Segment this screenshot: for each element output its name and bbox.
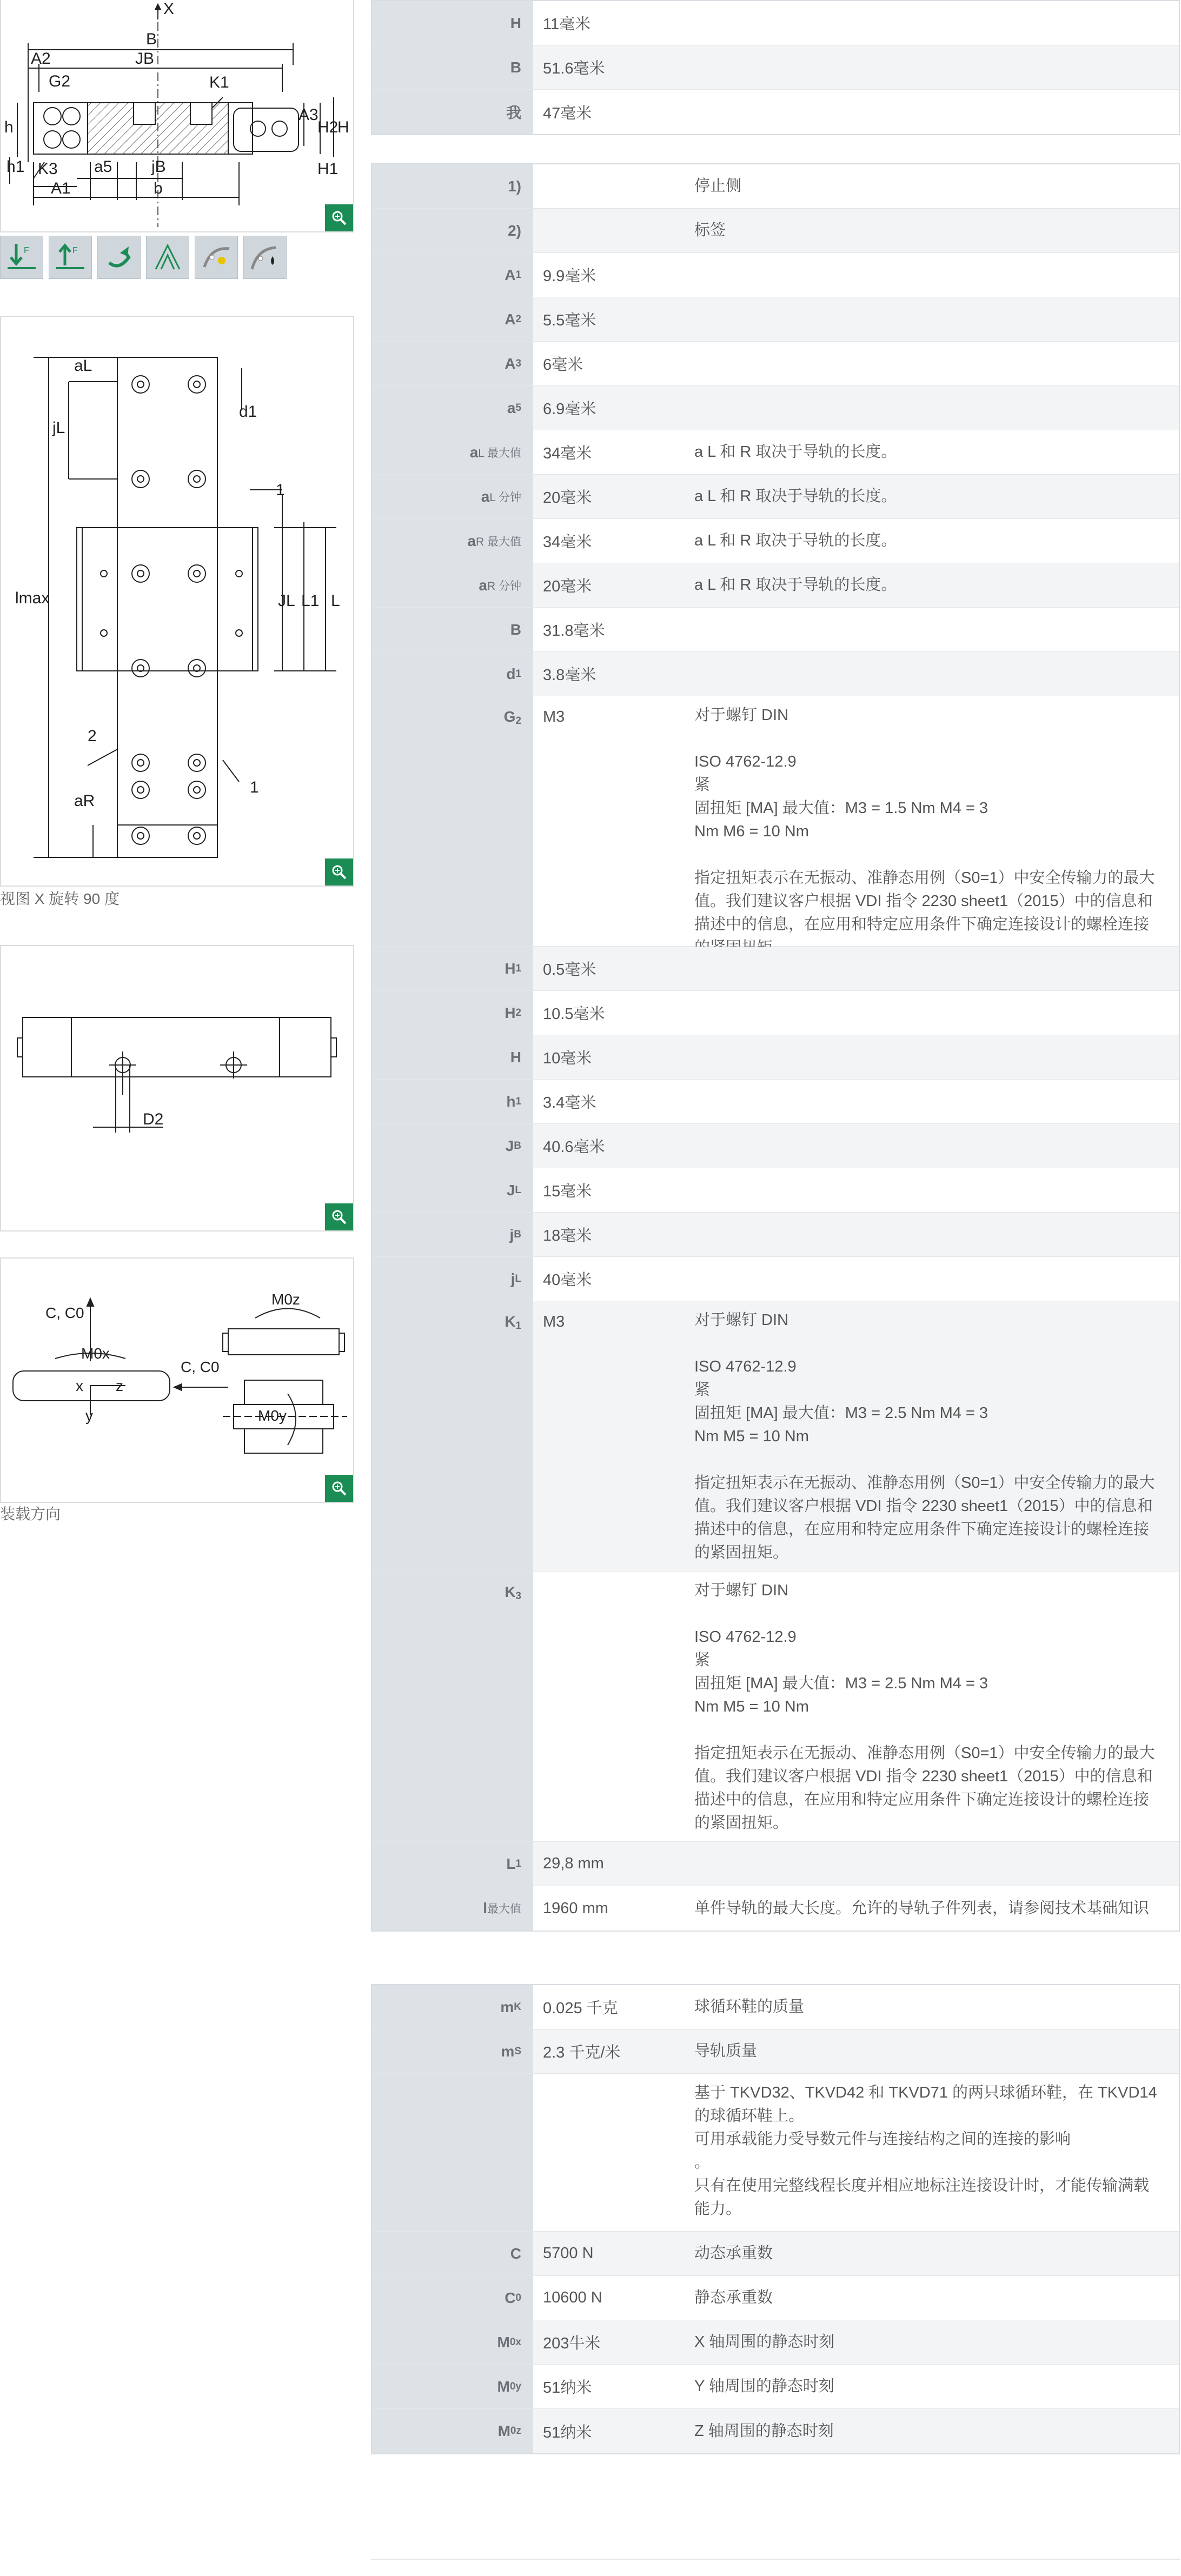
row-label: M 0z bbox=[372, 2409, 533, 2453]
fig1-label: H bbox=[337, 118, 349, 136]
table-row bbox=[372, 947, 1179, 991]
row-label: j B bbox=[372, 1213, 533, 1256]
row-value: 10毫米 bbox=[533, 1035, 694, 1079]
fig4-label: C, C0 bbox=[45, 1304, 84, 1321]
row-value: 20毫米 bbox=[533, 563, 694, 607]
row-value: 11毫米 bbox=[543, 16, 591, 33]
force-down-icon[interactable] bbox=[0, 236, 43, 279]
row-desc: Z 轴周围的静态时刻 bbox=[694, 2409, 1179, 2453]
row-desc: X 轴周围的静态时刻 bbox=[694, 2320, 1179, 2364]
load-direction-svg bbox=[1, 1259, 354, 1503]
mounting-hole bbox=[194, 381, 200, 388]
mounting-hole bbox=[137, 760, 144, 766]
row-value: 51.6毫米 bbox=[533, 45, 694, 89]
table-row bbox=[372, 563, 1179, 608]
row-value: 3.4毫米 bbox=[543, 1094, 596, 1111]
magnifier-icon bbox=[331, 864, 347, 880]
load-direction-drawing bbox=[0, 1257, 354, 1503]
fig1-label: h bbox=[4, 118, 14, 136]
fig1-label: A2 bbox=[31, 50, 51, 68]
lubrication-icon[interactable] bbox=[195, 236, 238, 279]
table-row bbox=[372, 991, 1179, 1035]
mounting-hole bbox=[236, 630, 242, 636]
zoom-button[interactable] bbox=[325, 1475, 353, 1502]
row-label: a R 最大值 bbox=[372, 519, 533, 563]
mounting-hole bbox=[101, 630, 107, 636]
row-value bbox=[533, 1572, 694, 1841]
mounting-hole bbox=[194, 476, 200, 482]
row-value: 34毫米 bbox=[543, 445, 592, 462]
fig2-label: jL bbox=[52, 419, 65, 437]
row-label: a L 最大值 bbox=[372, 430, 533, 474]
top-view-svg bbox=[1, 317, 354, 887]
side-view-svg bbox=[1, 946, 354, 1232]
svg-text:F: F bbox=[24, 246, 29, 255]
row-value: M3 bbox=[543, 708, 565, 725]
fig1-label: H1 bbox=[317, 160, 339, 178]
table-row bbox=[372, 2320, 1179, 2365]
row-value: 40毫米 bbox=[543, 1272, 592, 1289]
mounting-hole bbox=[137, 381, 144, 388]
mounting-hole bbox=[188, 754, 205, 771]
row-value: 0.5毫米 bbox=[533, 947, 694, 990]
row-label: J B bbox=[372, 1124, 533, 1168]
fig1-label: B bbox=[146, 30, 157, 48]
mounting-hole bbox=[132, 376, 149, 393]
row-value: 20毫米 bbox=[533, 475, 694, 518]
fig2-label: lmax bbox=[15, 589, 50, 607]
mounting-hole bbox=[132, 754, 149, 771]
zoom-button[interactable] bbox=[325, 858, 353, 886]
fig1-label: A3 bbox=[298, 106, 319, 124]
table-row bbox=[372, 1301, 1179, 1572]
table-row bbox=[372, 1080, 1179, 1124]
fig2-label: 1 bbox=[276, 481, 285, 499]
mounting-hole bbox=[132, 565, 149, 582]
mounting-hole bbox=[194, 787, 200, 793]
row-desc: 停止侧 bbox=[694, 177, 742, 195]
fig2-label: aR bbox=[74, 792, 95, 810]
row-desc: 球循环鞋的质量 bbox=[694, 1998, 805, 2015]
table-row bbox=[372, 2409, 1179, 2453]
mounting-hole bbox=[188, 781, 205, 798]
row-value: 10.5毫米 bbox=[543, 1006, 605, 1023]
mounting-hole bbox=[194, 760, 200, 766]
row-label: A 2 bbox=[372, 297, 533, 341]
table-row bbox=[372, 652, 1179, 696]
mounting-hole bbox=[137, 570, 144, 577]
page-divider bbox=[371, 2559, 1180, 2560]
row-label: H 1 bbox=[372, 947, 533, 990]
row-value: 15毫米 bbox=[543, 1183, 592, 1200]
table-row bbox=[372, 2232, 1179, 2276]
mounting-hole bbox=[132, 827, 149, 844]
mounting-hole bbox=[132, 660, 149, 677]
magnifier-icon bbox=[331, 1209, 347, 1225]
fig2-label: L1 bbox=[301, 592, 320, 610]
row-label: $K_3$ bbox=[372, 1572, 533, 1841]
fig2-label: JL bbox=[278, 592, 295, 610]
row-value: 6.9毫米 bbox=[533, 386, 694, 430]
table-row bbox=[372, 1886, 1179, 1931]
detail-table bbox=[371, 163, 1180, 1932]
table-row bbox=[372, 386, 1179, 430]
row-value: 18毫米 bbox=[533, 1213, 694, 1256]
table-row bbox=[372, 164, 1179, 209]
row-value: 10600 N bbox=[543, 2289, 602, 2306]
zoom-button[interactable] bbox=[325, 204, 353, 231]
load-capacity-table bbox=[371, 1984, 1180, 2454]
table-row bbox=[372, 90, 1179, 134]
fig4-label: C, C0 bbox=[181, 1359, 220, 1375]
row-value: 5700 N bbox=[533, 2232, 694, 2275]
table-row bbox=[372, 1257, 1179, 1301]
magnifier-icon bbox=[331, 210, 347, 226]
table-row bbox=[372, 1985, 1179, 2029]
row-desc: a L 和 R 取决于导轨的长度。 bbox=[694, 563, 1179, 607]
mounting-hole bbox=[188, 827, 205, 844]
rotation-icon[interactable] bbox=[97, 236, 141, 279]
row-label: B bbox=[372, 45, 533, 89]
fig1-label: A1 bbox=[51, 179, 71, 197]
magnifier-icon bbox=[331, 1480, 347, 1496]
row-value: 1960 mm bbox=[543, 1899, 608, 1917]
row-value: 203牛米 bbox=[533, 2320, 694, 2364]
fig4-label: M0y bbox=[258, 1407, 287, 1424]
row-label: 我 bbox=[372, 90, 533, 134]
row-desc: 对于螺钉 DIN ISO 4762-12.9 紧 固扭矩 [MA] 最大值：M3 = 1.5 Nm M4 = 3 Nm M6 = 10 Nm 指定扭矩表示在无振动、准静态用例（S0=1）中安全传输力的最大值。我们建议客户根据 VDI 指令 2230 sheet1（2015）中的信息和描述中的信息，在应用和特定应用条件下确定连接设计的螺栓连接 bbox=[694, 707, 1155, 933]
row-desc: 导轨质量 bbox=[694, 2029, 1179, 2073]
table-row bbox=[372, 1035, 1179, 1080]
table-row bbox=[372, 1842, 1179, 1886]
table-row bbox=[372, 45, 1179, 90]
row-value: 51纳米 bbox=[543, 2379, 592, 2397]
row-desc: Y 轴周围的静态时刻 bbox=[694, 2378, 834, 2395]
row-label: j L bbox=[372, 1257, 533, 1301]
table-row bbox=[372, 608, 1179, 652]
row-value: 40.6毫米 bbox=[533, 1124, 694, 1168]
mounting-hole bbox=[188, 565, 205, 582]
row-label: H bbox=[372, 1035, 533, 1079]
row-label: m S bbox=[372, 2029, 533, 2073]
row-value: 3.8毫米 bbox=[533, 652, 694, 696]
row-desc: 单件导轨的最大长度。允许的导轨子件列表，请参阅技术基础知识 bbox=[694, 1899, 1150, 1917]
row-desc: 动态承重数 bbox=[694, 2232, 1179, 2275]
table-row bbox=[372, 253, 1179, 297]
row-label: d 1 bbox=[372, 652, 533, 696]
table-row bbox=[372, 696, 1179, 947]
row-label: a L 分钟 bbox=[372, 475, 533, 518]
fig1-label: K1 bbox=[209, 74, 229, 91]
row-desc: a L 和 R 取决于导轨的长度。 bbox=[694, 475, 1179, 518]
fig2-label: 2 bbox=[88, 727, 97, 745]
table-row bbox=[372, 1213, 1179, 1257]
fig1-label: G2 bbox=[49, 72, 71, 90]
table-row bbox=[372, 2276, 1179, 2320]
fig1-label: JB bbox=[135, 50, 155, 68]
fig2-label: d1 bbox=[239, 403, 257, 421]
row-label: H 2 bbox=[372, 991, 533, 1035]
fig2-label: L bbox=[331, 592, 340, 610]
row-value: 2.3 千克/米 bbox=[533, 2029, 694, 2073]
row-label: M 0y bbox=[372, 2365, 533, 2408]
mounting-hole bbox=[188, 660, 205, 677]
row-label: J L bbox=[372, 1168, 533, 1212]
row-label: l 最大值 bbox=[372, 1886, 533, 1931]
fig4-label: z bbox=[116, 1377, 123, 1394]
table-row bbox=[372, 1168, 1179, 1213]
side-view-drawing bbox=[0, 945, 354, 1232]
table-row bbox=[372, 430, 1179, 475]
table-row bbox=[372, 209, 1179, 253]
cross-section-drawing bbox=[0, 0, 354, 232]
mounting-hole bbox=[194, 833, 200, 839]
fig4-label: y bbox=[85, 1407, 93, 1424]
figure-caption: 视图 X 旋转 90 度 bbox=[0, 890, 120, 907]
table-row bbox=[372, 2365, 1179, 2409]
row-label: h 1 bbox=[372, 1080, 533, 1123]
row-label: a 5 bbox=[372, 386, 533, 430]
fig1-label: jB bbox=[151, 158, 166, 176]
row-value: 31.8毫米 bbox=[543, 622, 605, 640]
row-value: 5.5毫米 bbox=[533, 297, 694, 341]
mounting-hole bbox=[236, 570, 242, 577]
row-label: 2) bbox=[372, 209, 533, 252]
row-value: 51纳米 bbox=[533, 2409, 694, 2453]
row-value: 34毫米 bbox=[543, 534, 592, 551]
table-row bbox=[372, 1124, 1179, 1168]
fig1-label: b bbox=[154, 179, 163, 197]
mounting-hole bbox=[101, 570, 107, 577]
row-desc: a L 和 R 取决于导轨的长度。 bbox=[694, 532, 897, 549]
row-desc: 标签 bbox=[694, 209, 1179, 252]
mounting-hole bbox=[188, 376, 205, 393]
table-row bbox=[372, 519, 1179, 563]
fig1-label: a5 bbox=[94, 158, 112, 176]
mounting-hole bbox=[137, 476, 144, 482]
row-label: A 1 bbox=[372, 253, 533, 297]
row-label: H bbox=[372, 1, 533, 45]
svg-text:F: F bbox=[72, 246, 78, 255]
fig2-label: 1 bbox=[250, 778, 259, 796]
row-label: a R 分钟 bbox=[372, 563, 533, 607]
zoom-button[interactable] bbox=[325, 1203, 353, 1230]
row-value: 47毫米 bbox=[543, 104, 592, 122]
row-desc: 静态承重数 bbox=[694, 2289, 773, 2306]
fig3-label: D2 bbox=[143, 1110, 164, 1128]
fig1-label: H2 bbox=[317, 118, 339, 136]
row-label: $K_1$ bbox=[372, 1301, 533, 1571]
table-row bbox=[372, 2074, 1179, 2232]
row-label: L 1 bbox=[372, 1842, 533, 1886]
table-row bbox=[372, 2029, 1179, 2074]
row-label: A 3 bbox=[372, 342, 533, 385]
fig1-label: h1 bbox=[6, 158, 25, 176]
row-desc: 对于螺钉 DIN ISO 4762-12.9 紧 固扭矩 [MA] 最大值：M3 = 2.5 Nm M4 = 3 Nm M5 = 10 Nm 指定扭矩表示在无振动、准静态用例（S0=1）中安全传输力的最大值。我们建议客户根据 VDI 指令 2230 sheet1（2015）中的信息和描述中的信息，在应用和特定应用条件下确定连接设计的螺栓连接的紧固扭矩。 bbox=[694, 1582, 1155, 1832]
row-label: C 0 bbox=[372, 2276, 533, 2320]
table-row bbox=[372, 1572, 1179, 1842]
fig2-label: aL bbox=[74, 357, 92, 375]
mounting-hole bbox=[194, 570, 200, 577]
top-view-drawing bbox=[0, 316, 354, 887]
row-value: M3 bbox=[533, 1301, 694, 1571]
row-label: B bbox=[372, 608, 533, 651]
row-label: C bbox=[372, 2232, 533, 2275]
force-up-icon[interactable] bbox=[49, 236, 92, 279]
row-desc: 基于 TKVD32、TKVD42 和 TKVD71 的两只球循环鞋，在 TKVD14 的球循环鞋上。 可用承载能力受导数元件与连接结构之间的连接的影响 。 只有在使用完整线程长度并相应地标注连接设计时，才能传输满载能力。 bbox=[694, 2084, 1157, 2218]
row-label: M 0x bbox=[372, 2320, 533, 2364]
mounting-hole bbox=[137, 833, 144, 839]
row-desc: 对于螺钉 DIN ISO 4762-12.9 紧 固扭矩 [MA] 最大值：M3 = 2.5 Nm M4 = 3 Nm M5 = 10 Nm 指定扭矩表示在无振动、准静态用例（S0=1）中安全传输力的最大值。我们建议客户根据 VDI 指令 2230 sheet1（2015）中的信息和描述中的信息，在应用和特定应用条件下确定连接设计的螺栓连接的紧固扭矩。 bbox=[694, 1301, 1179, 1571]
table-row bbox=[372, 342, 1179, 386]
cross-section-svg bbox=[1, 0, 354, 232]
fig4-label: M0x bbox=[81, 1345, 110, 1362]
row-label: 1) bbox=[372, 164, 533, 208]
row-label: m K bbox=[372, 1985, 533, 2029]
table-row bbox=[372, 1, 1179, 45]
row-value: 6毫米 bbox=[543, 356, 583, 374]
mounting-hole bbox=[132, 781, 149, 798]
row-label: $G_2$ bbox=[372, 696, 533, 946]
dimension-table bbox=[371, 0, 1180, 135]
table-row bbox=[372, 297, 1179, 342]
row-desc: a L 和 R 取决于导轨的长度。 bbox=[694, 443, 897, 461]
mounting-hole bbox=[188, 470, 205, 488]
fig4-label: x bbox=[76, 1377, 83, 1394]
row-value: 29,8 mm bbox=[533, 1842, 694, 1886]
table-row bbox=[372, 475, 1179, 519]
fig1-label: X bbox=[163, 0, 175, 18]
row-value: 9.9毫米 bbox=[543, 268, 596, 285]
mounting-hole bbox=[132, 470, 149, 488]
fig4-label: M0z bbox=[271, 1291, 300, 1308]
profile-icon[interactable] bbox=[146, 236, 189, 279]
feature-icon-bar bbox=[0, 236, 287, 279]
figure-caption: 装载方向 bbox=[0, 1506, 61, 1522]
fig1-label: K3 bbox=[38, 160, 58, 178]
seal-icon[interactable] bbox=[243, 236, 287, 279]
mounting-hole bbox=[137, 787, 144, 793]
row-value: 0.025 千克 bbox=[543, 2000, 618, 2017]
